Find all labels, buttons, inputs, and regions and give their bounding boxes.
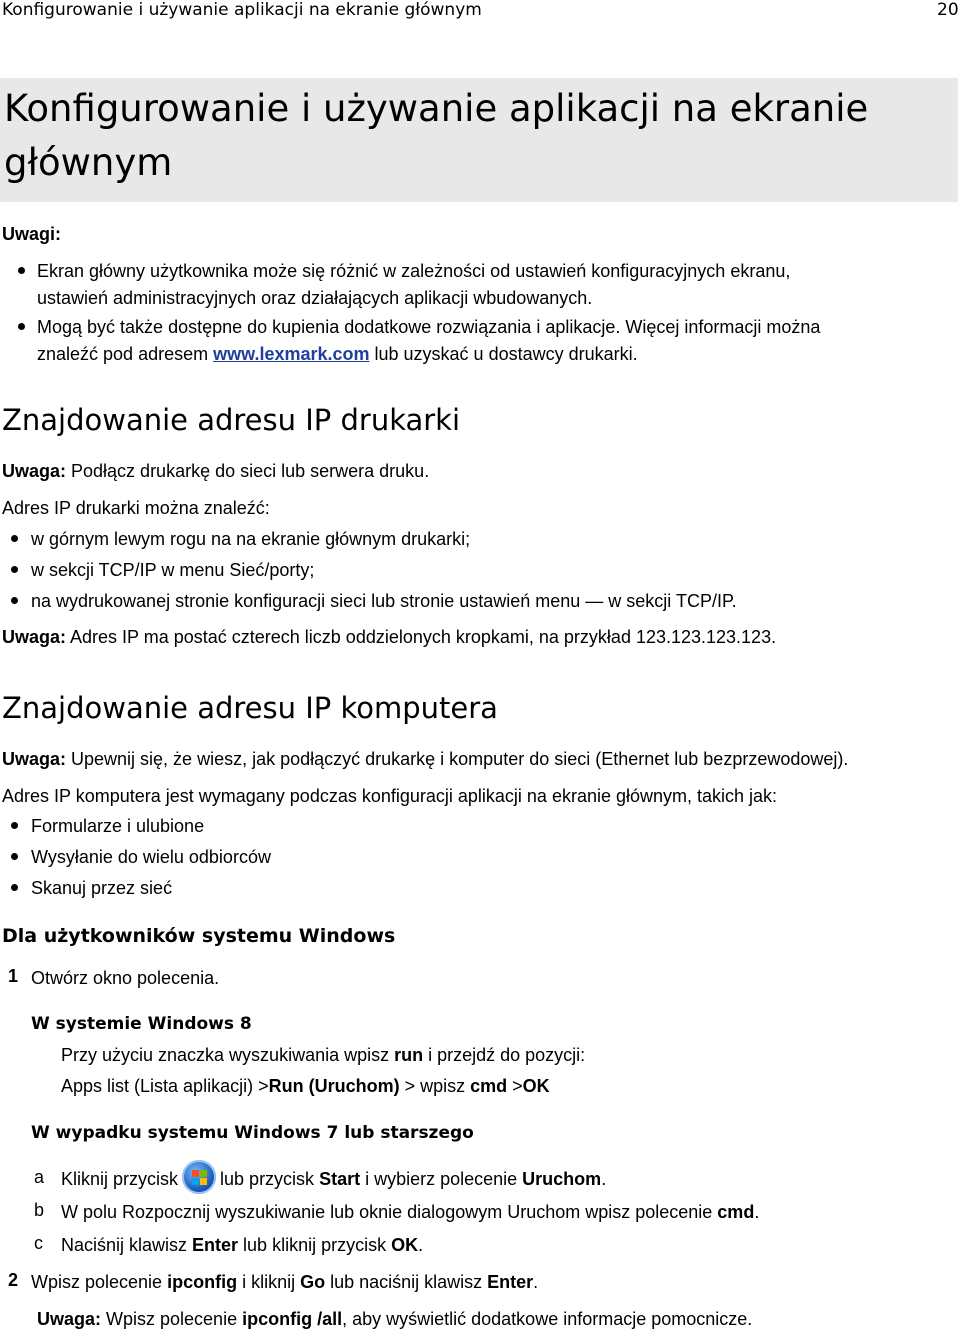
bullet-icon <box>11 884 18 891</box>
page-title: Konfigurowanie i używanie aplikacji na ekranie głównym <box>4 87 869 184</box>
section-heading-computer-ip: Znajdowanie adresu IP komputera <box>2 691 498 725</box>
windows-8-line-1: Przy użyciu znaczka wyszukiwania wpisz run i przejdź do pozycji: <box>61 1045 586 1065</box>
step-1-text: Otwórz okno polecenia. <box>31 968 220 988</box>
page-number: 20 <box>937 0 959 20</box>
windows-8-line-2: Apps list (Lista aplikacji) >Run (Uruchom) > wpisz cmd >OK <box>61 1076 550 1096</box>
note-bullet-1-cont: ustawień administracyjnych oraz działających aplikacji wbudowanych. <box>37 288 593 308</box>
note-bullet-2: Mogą być także dostępne do kupienia dodatkowe rozwiązania i aplikacje. Więcej informacji można <box>37 317 821 337</box>
substep-a-text: Kliknij przycisk lub przycisk Start i wybierz polecenie Uruchom. <box>61 1166 606 1194</box>
bullet-icon <box>18 267 25 274</box>
windows-start-icon <box>182 1160 216 1194</box>
substep-c-text: Naciśnij klawisz Enter lub kliknij przycisk OK. <box>61 1235 424 1255</box>
computer-item-1: Formularze i ulubione <box>31 816 205 836</box>
step-2-text: Wpisz polecenie ipconfig i kliknij Go lub naciśnij klawisz Enter. <box>31 1272 539 1292</box>
substep-a-label: a <box>34 1167 45 1187</box>
subheading-windows-8: W systemie Windows 8 <box>31 1014 252 1034</box>
computer-item-2: Wysyłanie do wielu odbiorców <box>31 847 271 867</box>
step-2-number: 2 <box>8 1270 19 1290</box>
bullet-icon <box>18 323 25 330</box>
computer-item-3: Skanuj przez sieć <box>31 878 173 898</box>
printer-note-2: Uwaga: Adres IP ma postać czterech liczb oddzielonych kropkami, na przykład 123.123.123.123. <box>2 627 777 647</box>
lexmark-link[interactable]: www.lexmark.com <box>213 344 370 364</box>
bullet-icon <box>11 853 18 860</box>
note-bullet-1: Ekran główny użytkownika może się różnić w zależności od ustawień konfiguracyjnych ekranu, <box>37 261 791 281</box>
printer-item-2: w sekcji TCP/IP w menu Sieć/porty; <box>31 560 315 580</box>
subheading-windows-7: W wypadku systemu Windows 7 lub starszego <box>31 1123 474 1143</box>
subheading-windows: Dla użytkowników systemu Windows <box>2 925 396 947</box>
notes-label: Uwagi: <box>2 224 62 244</box>
bullet-icon <box>11 597 18 604</box>
section-heading-printer-ip: Znajdowanie adresu IP drukarki <box>2 403 461 437</box>
substep-c-label: c <box>34 1233 43 1253</box>
bullet-icon <box>11 535 18 542</box>
computer-note-1: Uwaga: Upewnij się, że wiesz, jak podłączyć drukarkę i komputer do sieci (Ethernet lub bezprzewodowej). <box>2 749 849 769</box>
running-header: Konfigurowanie i używanie aplikacji na ekranie głównym <box>2 0 482 20</box>
substep-b-label: b <box>34 1200 45 1220</box>
printer-item-3: na wydrukowanej stronie konfiguracji sieci lub stronie ustawień menu — w sekcji TCP/IP. <box>31 591 737 611</box>
printer-note-1: Uwaga: Podłącz drukarkę do sieci lub serwera druku. <box>2 461 430 481</box>
printer-item-1: w górnym lewym rogu na na ekranie głównym drukarki; <box>31 529 471 549</box>
note-bullet-2-cont: znaleźć pod adresem www.lexmark.com lub uzyskać u dostawcy drukarki. <box>37 344 638 364</box>
step-1-number: 1 <box>8 966 19 986</box>
bullet-icon <box>11 566 18 573</box>
bullet-icon <box>11 822 18 829</box>
computer-intro: Adres IP komputera jest wymagany podczas konfiguracji aplikacji na ekranie głównym, takich jak: <box>2 786 778 806</box>
step-2-note: Uwaga: Wpisz polecenie ipconfig /all, aby wyświetlić dodatkowe informacje pomocnicze. <box>37 1309 753 1329</box>
substep-b-text: W polu Rozpocznij wyszukiwanie lub oknie dialogowym Uruchom wpisz polecenie cmd. <box>61 1202 760 1222</box>
printer-intro: Adres IP drukarki można znaleźć: <box>2 498 270 518</box>
